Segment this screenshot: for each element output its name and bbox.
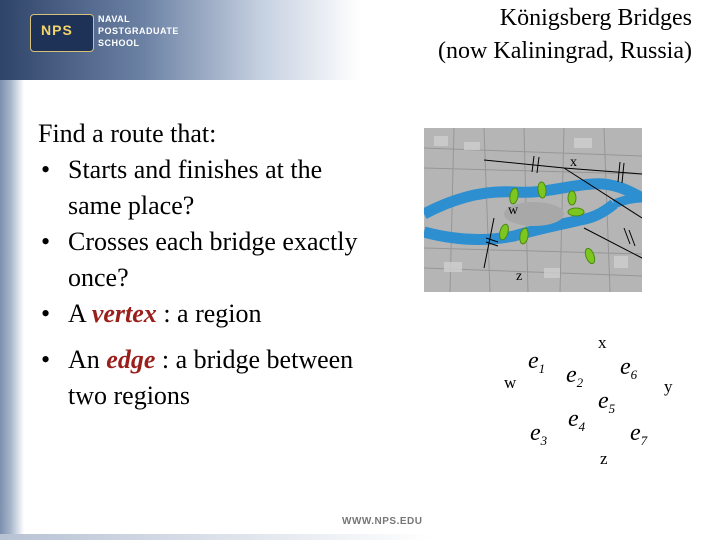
bullet-list (38, 116, 378, 414)
footer-bar (0, 534, 720, 540)
map-label-z: z (516, 269, 523, 284)
edge-e2-subscript: 2 (576, 375, 584, 390)
edge-e6 (620, 354, 638, 382)
bridge-graph (490, 330, 710, 470)
school-name (98, 13, 179, 49)
edge-e4-letter: e (568, 406, 579, 432)
edge-e6-subscript: 6 (630, 367, 638, 382)
bullet-vertex-suffix: : a region (156, 299, 262, 328)
bridge-graph-drawing (490, 330, 710, 470)
bullet-edge (38, 342, 378, 414)
bullet-vertex (38, 296, 378, 332)
edge-e1-subscript: 1 (538, 361, 546, 376)
logo-text: NPS (41, 22, 73, 38)
map-label-x: x (570, 155, 577, 170)
bullet-crosses-once: • Crosses each bridge exactly once? (38, 224, 378, 296)
bullet-starts-finishes: • Starts and finishes at the same place? (38, 152, 378, 224)
edge-term: edge (106, 345, 156, 374)
bullet-vertex-prefix: A (68, 299, 92, 328)
school-name-line-1: NAVAL (98, 14, 131, 24)
map-label-w: w (508, 203, 519, 218)
edge-e2-letter: e (566, 362, 577, 388)
edge-e1 (528, 348, 545, 376)
school-name-line-3: SCHOOL (98, 38, 140, 48)
nps-seal-logo (30, 14, 94, 52)
edge-e5 (598, 388, 616, 416)
vertex-w: w (504, 373, 517, 392)
edge-e4-subscript: 4 (578, 419, 586, 434)
slide-title-line-2: (now Kaliningrad, Russia) (438, 38, 692, 64)
edge-e5-letter: e (598, 388, 609, 414)
edge-e1-letter: e (528, 348, 539, 374)
edge-e7 (630, 420, 648, 448)
vertex-y: y (664, 377, 673, 396)
side-decoration (0, 80, 24, 540)
edge-e4 (568, 406, 586, 434)
edge-e3-subscript: 3 (540, 433, 548, 448)
edge-e3 (530, 420, 548, 448)
lead-text: Find a route that: (38, 119, 217, 148)
vertex-x: x (598, 333, 607, 352)
konigsberg-map-image (424, 128, 642, 292)
vertex-z: z (600, 449, 608, 468)
vertex-term: vertex (91, 299, 157, 328)
bullet-edge-suffix: : a bridge between two regions (68, 345, 354, 410)
edge-e7-letter: e (630, 420, 641, 446)
slide-title (438, 2, 692, 68)
edge-e2 (566, 362, 584, 390)
footer-url: WWW.NPS.EDU (342, 516, 423, 527)
bullet-edge-prefix: An (68, 345, 107, 374)
header-banner (0, 0, 720, 80)
edge-e3-letter: e (530, 420, 541, 446)
edge-e6-letter: e (620, 354, 631, 380)
edge-e5-subscript: 5 (608, 401, 616, 416)
school-name-line-2: POSTGRADUATE (98, 26, 179, 36)
konigsberg-map-drawing (424, 128, 642, 292)
edge-e7-subscript: 7 (640, 433, 648, 448)
slide-title-line-1: Königsberg Bridges (499, 5, 692, 31)
